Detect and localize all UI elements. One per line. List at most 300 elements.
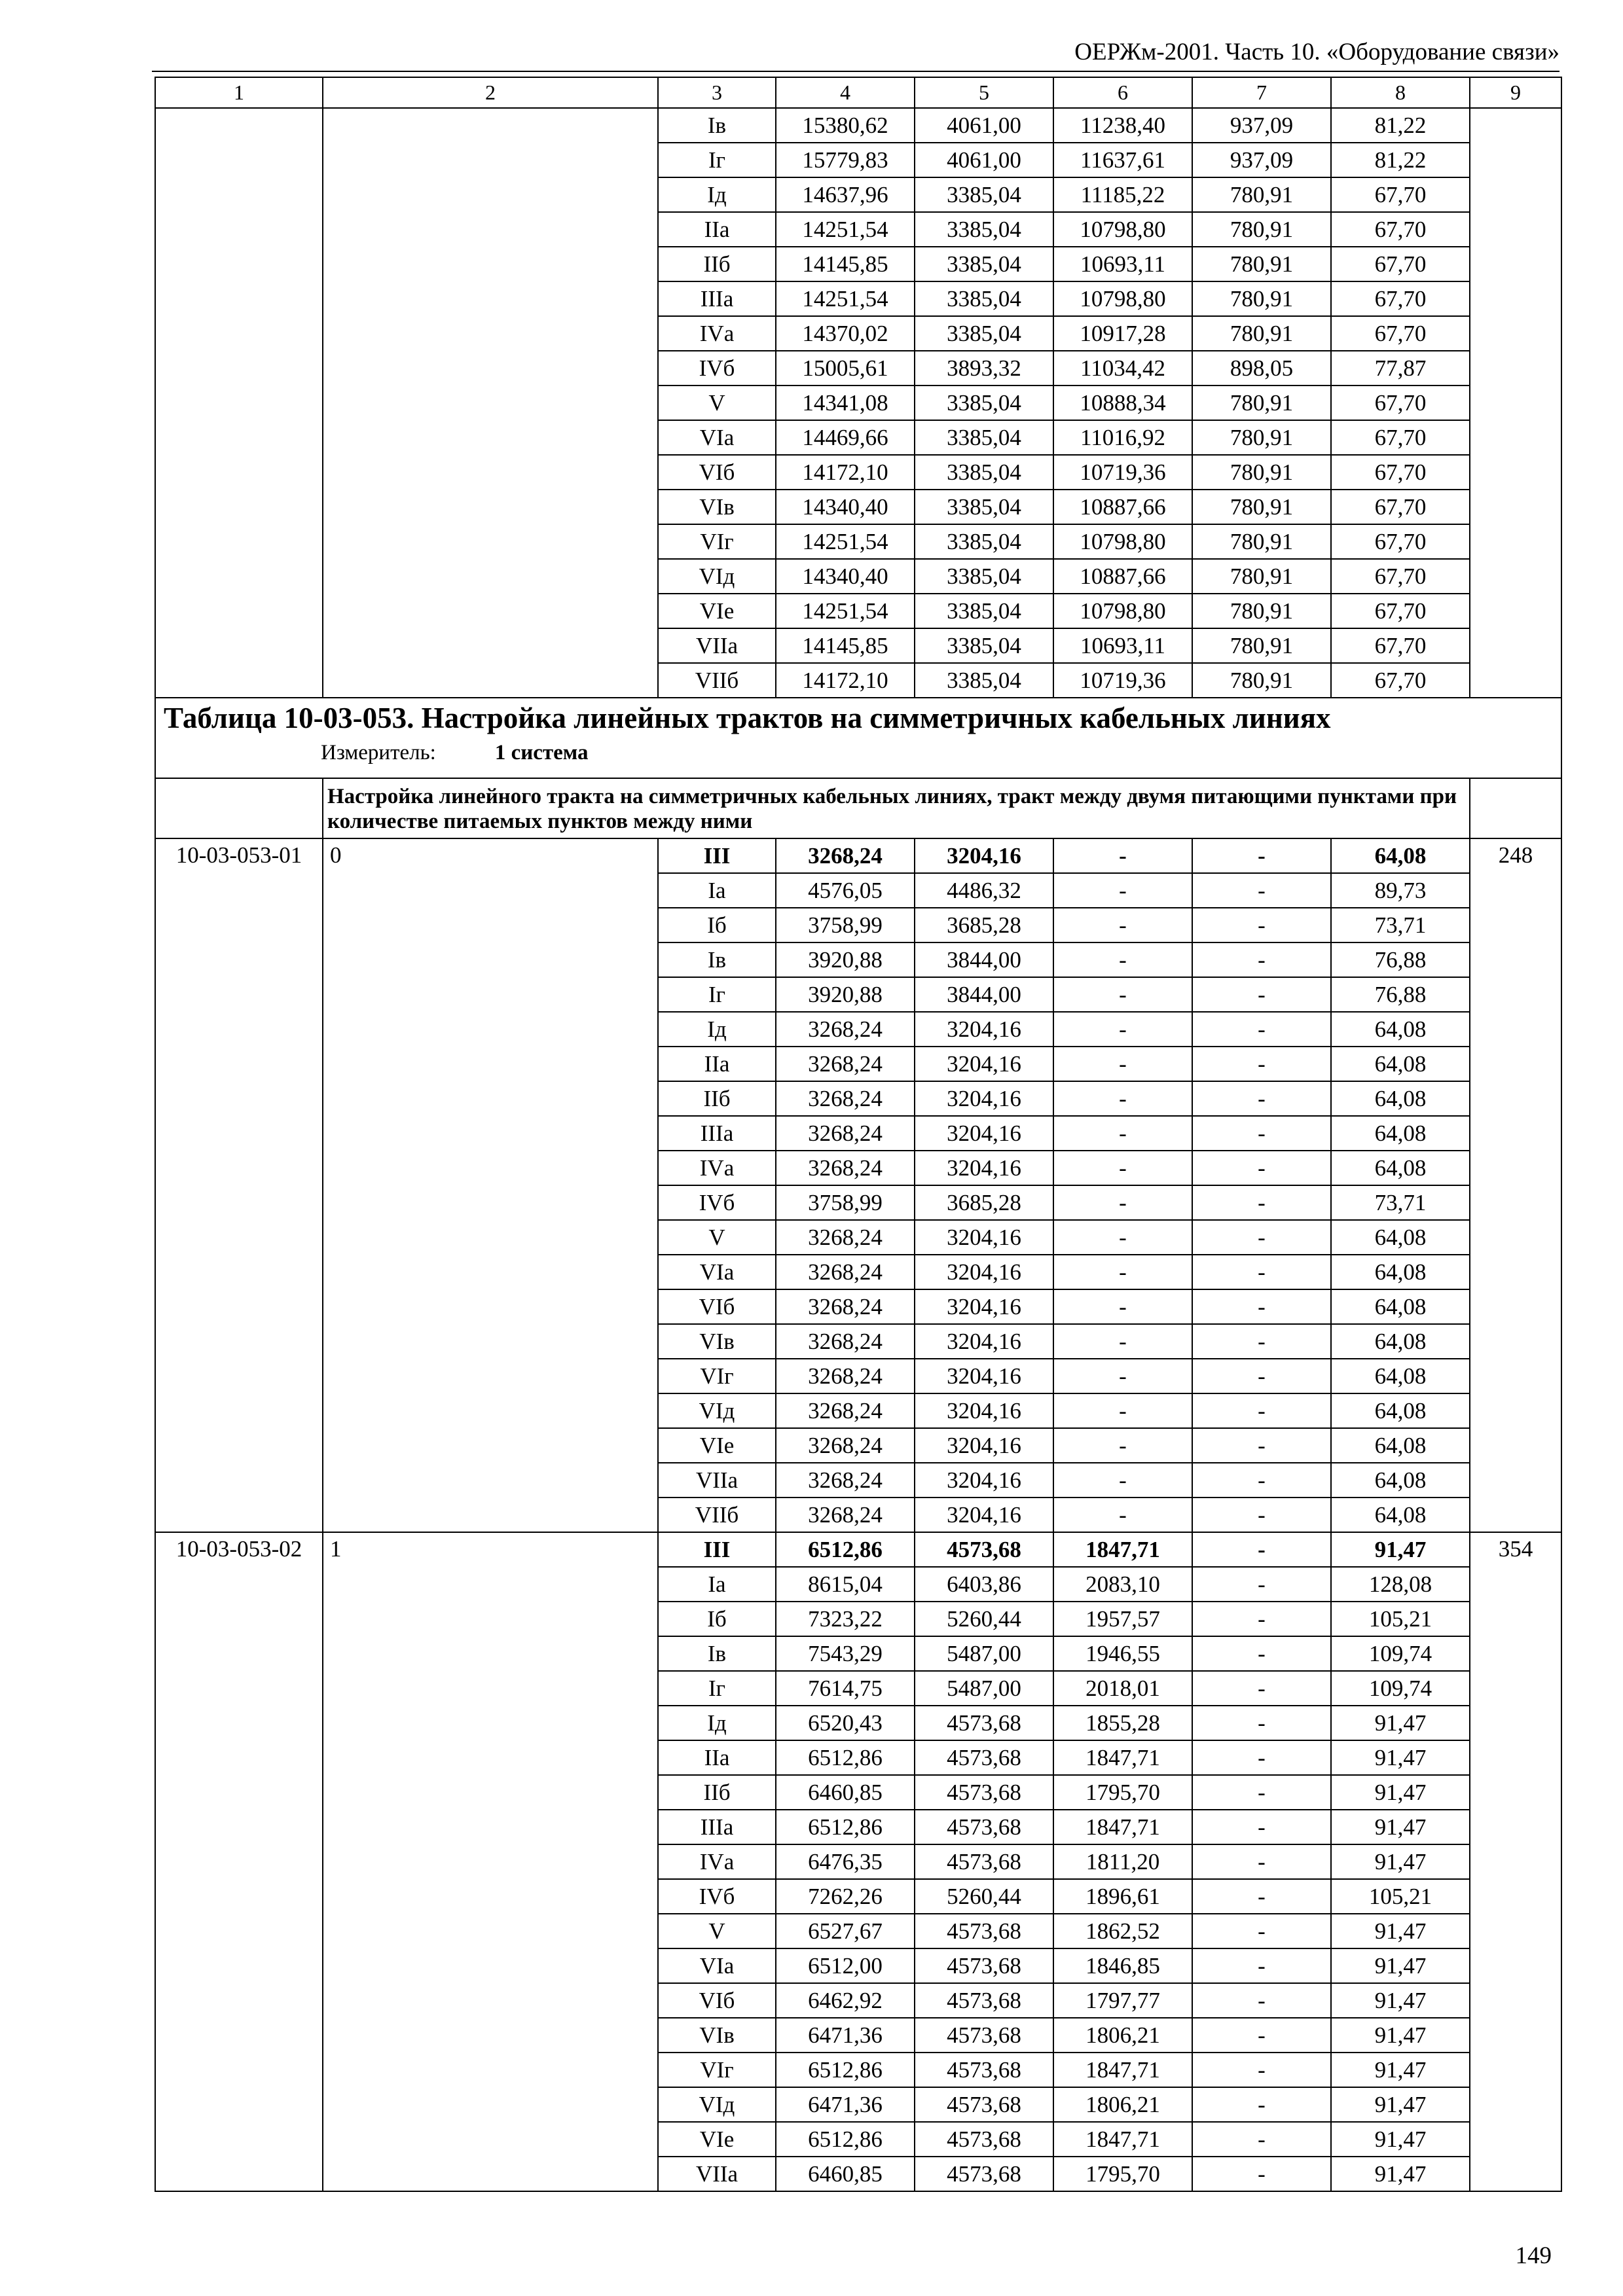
value-cell: 76,88	[1331, 977, 1470, 1012]
value-cell: 14172,10	[776, 455, 915, 490]
value-cell: 10887,66	[1053, 490, 1192, 524]
header-rule	[152, 71, 1559, 72]
value-cell: 14251,54	[776, 212, 915, 247]
value-cell: 3268,24	[776, 838, 915, 873]
subvariant-cell: IVб	[658, 351, 776, 386]
value-cell: 6512,86	[776, 1532, 915, 1567]
subvariant-cell: Iб	[658, 908, 776, 942]
value-cell: 14251,54	[776, 524, 915, 559]
subvariant-cell: Iа	[658, 1567, 776, 1602]
value-cell: 3204,16	[915, 1012, 1053, 1047]
subvariant-cell: VIб	[658, 1289, 776, 1324]
subvariant-cell: IIб	[658, 247, 776, 281]
description-blank	[1470, 778, 1561, 838]
value-cell: 4573,68	[915, 1948, 1053, 1983]
subvariant-cell: VIIа	[658, 2157, 776, 2191]
value-cell: -	[1192, 873, 1331, 908]
value-cell: 10719,36	[1053, 663, 1192, 698]
value-cell: -	[1192, 2157, 1331, 2191]
value-cell: -	[1192, 1047, 1331, 1081]
value-cell: 10798,80	[1053, 594, 1192, 628]
value-cell: -	[1053, 908, 1192, 942]
subvariant-cell: IIа	[658, 1047, 776, 1081]
value-cell: -	[1053, 1428, 1192, 1463]
value-cell: 1862,52	[1053, 1914, 1192, 1948]
value-cell: 2018,01	[1053, 1671, 1192, 1706]
value-cell: 3268,24	[776, 1463, 915, 1498]
description-cell	[323, 778, 1470, 838]
value-cell: 11016,92	[1053, 420, 1192, 455]
subvariant-cell: Iд	[658, 1012, 776, 1047]
value-cell: -	[1192, 1428, 1331, 1463]
subvariant-cell: VIIа	[658, 1463, 776, 1498]
value-cell: 14469,66	[776, 420, 915, 455]
value-cell: 1847,71	[1053, 2053, 1192, 2087]
value-cell: 3385,04	[915, 281, 1053, 316]
value-cell: 81,22	[1331, 108, 1470, 143]
value-cell: 3385,04	[915, 524, 1053, 559]
value-cell: 780,91	[1192, 455, 1331, 490]
value-cell: 3385,04	[915, 420, 1053, 455]
value-cell: 3385,04	[915, 490, 1053, 524]
value-cell: 3268,24	[776, 1324, 915, 1359]
value-cell: 1795,70	[1053, 2157, 1192, 2191]
value-cell: 3204,16	[915, 1463, 1053, 1498]
value-cell: 91,47	[1331, 1948, 1470, 1983]
value-cell: -	[1192, 908, 1331, 942]
value-cell: 64,08	[1331, 1463, 1470, 1498]
column-number-cell: 5	[915, 77, 1053, 108]
column-number-cell: 6	[1053, 77, 1192, 108]
subvariant-cell: VIг	[658, 1359, 776, 1393]
value-cell: 67,70	[1331, 628, 1470, 663]
value-cell: -	[1192, 1289, 1331, 1324]
value-cell: 1846,85	[1053, 1948, 1192, 1983]
extra-cell: 248	[1470, 838, 1561, 1532]
table-row	[155, 1532, 1561, 1567]
value-cell: 91,47	[1331, 1983, 1470, 2018]
value-cell: 3204,16	[915, 1324, 1053, 1359]
value-cell: 5487,00	[915, 1636, 1053, 1671]
value-cell: 73,71	[1331, 1185, 1470, 1220]
subvariant-cell: Iг	[658, 143, 776, 177]
value-cell: 91,47	[1331, 2087, 1470, 2122]
value-cell: 3204,16	[915, 1116, 1053, 1151]
value-cell: -	[1192, 2053, 1331, 2087]
value-cell: 105,21	[1331, 1879, 1470, 1914]
value-cell: -	[1053, 1081, 1192, 1116]
value-cell: -	[1053, 942, 1192, 977]
value-cell: 4573,68	[915, 2053, 1053, 2087]
extra-cell-empty	[1470, 108, 1561, 698]
value-cell: 67,70	[1331, 524, 1470, 559]
subvariant-cell: VIе	[658, 2122, 776, 2157]
extra-cell: 354	[1470, 1532, 1561, 2191]
value-cell: -	[1192, 1532, 1331, 1567]
value-cell: -	[1192, 1359, 1331, 1393]
description-text: Настройка линейного тракта на симметричных кабельных линиях, тракт между двумя питающими пунктами при количестве питаемых пунктов между ними	[327, 785, 1457, 833]
value-cell: 6471,36	[776, 2087, 915, 2122]
subvariant-cell: VIг	[658, 524, 776, 559]
value-cell: 6403,86	[915, 1567, 1053, 1602]
value-cell: 3844,00	[915, 942, 1053, 977]
subvariant-cell: IIб	[658, 1775, 776, 1810]
value-cell: 10719,36	[1053, 455, 1192, 490]
value-cell: 1811,20	[1053, 1844, 1192, 1879]
value-cell: 2083,10	[1053, 1567, 1192, 1602]
value-cell: 780,91	[1192, 212, 1331, 247]
value-cell: 780,91	[1192, 177, 1331, 212]
value-cell: 14340,40	[776, 559, 915, 594]
value-cell: 15380,62	[776, 108, 915, 143]
subvariant-cell: Iб	[658, 1602, 776, 1636]
value-cell: 14637,96	[776, 177, 915, 212]
value-cell: 937,09	[1192, 143, 1331, 177]
value-cell: 91,47	[1331, 1844, 1470, 1879]
value-cell: 4573,68	[915, 1914, 1053, 1948]
value-cell: 64,08	[1331, 1116, 1470, 1151]
column-number-cell: 7	[1192, 77, 1331, 108]
value-cell: 64,08	[1331, 1012, 1470, 1047]
value-cell: -	[1053, 838, 1192, 873]
value-cell: -	[1192, 2087, 1331, 2122]
value-cell: 4573,68	[915, 1810, 1053, 1844]
value-cell: 3268,24	[776, 1220, 915, 1255]
value-cell: 5260,44	[915, 1602, 1053, 1636]
value-cell: 1806,21	[1053, 2018, 1192, 2053]
value-cell: 64,08	[1331, 1289, 1470, 1324]
value-cell: 5260,44	[915, 1879, 1053, 1914]
value-cell: 67,70	[1331, 212, 1470, 247]
value-cell: 3685,28	[915, 1185, 1053, 1220]
value-cell: 780,91	[1192, 281, 1331, 316]
column-number-cell: 9	[1470, 77, 1561, 108]
subvariant-cell: IIIа	[658, 1116, 776, 1151]
value-cell: -	[1053, 1047, 1192, 1081]
value-cell: 3204,16	[915, 1151, 1053, 1185]
column-number-cell: 1	[155, 77, 323, 108]
subvariant-cell: IIа	[658, 212, 776, 247]
value-cell: -	[1192, 2122, 1331, 2157]
value-cell: 3385,04	[915, 212, 1053, 247]
value-cell: 105,21	[1331, 1602, 1470, 1636]
value-cell: 91,47	[1331, 1532, 1470, 1567]
value-cell: 6527,67	[776, 1914, 915, 1948]
page-number: 149	[1515, 2242, 1552, 2269]
value-cell: 10693,11	[1053, 628, 1192, 663]
value-cell: -	[1192, 1844, 1331, 1879]
value-cell: 14370,02	[776, 316, 915, 351]
value-cell: 3385,04	[915, 559, 1053, 594]
value-cell: -	[1053, 1463, 1192, 1498]
value-cell: 4486,32	[915, 873, 1053, 908]
value-cell: -	[1192, 1636, 1331, 1671]
subvariant-cell: IVа	[658, 1151, 776, 1185]
value-cell: 3268,24	[776, 1498, 915, 1532]
value-cell: 67,70	[1331, 663, 1470, 698]
value-cell: 7323,22	[776, 1602, 915, 1636]
value-cell: 3268,24	[776, 1151, 915, 1185]
value-cell: 3268,24	[776, 1047, 915, 1081]
value-cell: 3268,24	[776, 1393, 915, 1428]
value-cell: 14145,85	[776, 247, 915, 281]
value-cell: -	[1053, 1220, 1192, 1255]
value-cell: 1847,71	[1053, 1532, 1192, 1567]
value-cell: -	[1192, 1393, 1331, 1428]
subvariant-cell: V	[658, 1914, 776, 1948]
value-cell: 67,70	[1331, 281, 1470, 316]
subvariant-cell: VIд	[658, 1393, 776, 1428]
value-cell: -	[1053, 1498, 1192, 1532]
value-cell: 780,91	[1192, 628, 1331, 663]
value-cell: 14251,54	[776, 281, 915, 316]
value-cell: 64,08	[1331, 1359, 1470, 1393]
value-cell: 3204,16	[915, 1220, 1053, 1255]
value-cell: -	[1192, 1116, 1331, 1151]
value-cell: 91,47	[1331, 1810, 1470, 1844]
value-cell: -	[1192, 1220, 1331, 1255]
value-cell: -	[1192, 1810, 1331, 1844]
value-cell: 67,70	[1331, 386, 1470, 420]
subvariant-cell: IIб	[658, 1081, 776, 1116]
value-cell: 6520,43	[776, 1706, 915, 1740]
value-cell: 6460,85	[776, 2157, 915, 2191]
value-cell: 15779,83	[776, 143, 915, 177]
column-number-cell: 8	[1331, 77, 1470, 108]
subvariant-cell: IVа	[658, 316, 776, 351]
value-cell: 1795,70	[1053, 1775, 1192, 1810]
value-cell: 780,91	[1192, 247, 1331, 281]
table-title: Таблица 10-03-053. Настройка линейных трактов на симметричных кабельных линиях	[164, 702, 1331, 734]
value-cell: -	[1192, 1498, 1331, 1532]
value-cell: 3204,16	[915, 1289, 1053, 1324]
value-cell: 64,08	[1331, 1220, 1470, 1255]
value-cell: 109,74	[1331, 1636, 1470, 1671]
value-cell: 1847,71	[1053, 2122, 1192, 2157]
value-cell: -	[1192, 1602, 1331, 1636]
value-cell: 4573,68	[915, 1844, 1053, 1879]
subvariant-cell: IIа	[658, 1740, 776, 1775]
subvariant-cell: IIIа	[658, 1810, 776, 1844]
value-cell: 64,08	[1331, 838, 1470, 873]
subvariant-cell: III	[658, 1532, 776, 1567]
value-cell: 6512,86	[776, 2053, 915, 2087]
value-cell: 1896,61	[1053, 1879, 1192, 1914]
column-number-cell: 4	[776, 77, 915, 108]
value-cell: 7614,75	[776, 1671, 915, 1706]
value-cell: 3920,88	[776, 942, 915, 977]
value-cell: 1946,55	[1053, 1636, 1192, 1671]
value-cell: 91,47	[1331, 2018, 1470, 2053]
qty-cell: 1	[323, 1532, 658, 2191]
value-cell: 6471,36	[776, 2018, 915, 2053]
value-cell: 3204,16	[915, 1081, 1053, 1116]
value-cell: -	[1192, 1151, 1331, 1185]
value-cell: 64,08	[1331, 1081, 1470, 1116]
value-cell: 3204,16	[915, 1498, 1053, 1532]
value-cell: 67,70	[1331, 247, 1470, 281]
subvariant-cell: VIа	[658, 420, 776, 455]
subvariant-cell: VIг	[658, 2053, 776, 2087]
value-cell: 3268,24	[776, 1116, 915, 1151]
value-cell: 1957,57	[1053, 1602, 1192, 1636]
value-cell: -	[1192, 977, 1331, 1012]
value-cell: 898,05	[1192, 351, 1331, 386]
value-cell: -	[1192, 1879, 1331, 1914]
subvariant-cell: Iд	[658, 177, 776, 212]
value-cell: 7543,29	[776, 1636, 915, 1671]
value-cell: 3385,04	[915, 247, 1053, 281]
value-cell: 780,91	[1192, 524, 1331, 559]
value-cell: -	[1192, 1671, 1331, 1706]
norms-table	[155, 77, 1562, 2192]
subvariant-cell: VIв	[658, 490, 776, 524]
value-cell: -	[1053, 1151, 1192, 1185]
value-cell: 6512,86	[776, 1740, 915, 1775]
value-cell: -	[1053, 1255, 1192, 1289]
value-cell: -	[1192, 1983, 1331, 2018]
value-cell: 91,47	[1331, 2157, 1470, 2191]
column-number-row	[155, 77, 1561, 108]
value-cell: 64,08	[1331, 1428, 1470, 1463]
value-cell: 3204,16	[915, 838, 1053, 873]
value-cell: 3268,24	[776, 1289, 915, 1324]
subvariant-cell: IVа	[658, 1844, 776, 1879]
value-cell: 91,47	[1331, 2053, 1470, 2087]
value-cell: -	[1192, 838, 1331, 873]
value-cell: 11185,22	[1053, 177, 1192, 212]
value-cell: 91,47	[1331, 1740, 1470, 1775]
value-cell: -	[1192, 1706, 1331, 1740]
value-cell: 4573,68	[915, 2087, 1053, 2122]
value-cell: -	[1192, 1775, 1331, 1810]
value-cell: 10887,66	[1053, 559, 1192, 594]
value-cell: -	[1192, 1914, 1331, 1948]
qty-cell-empty	[323, 108, 658, 698]
value-cell: 4061,00	[915, 108, 1053, 143]
value-cell: 780,91	[1192, 420, 1331, 455]
value-cell: 1855,28	[1053, 1706, 1192, 1740]
value-cell: 10917,28	[1053, 316, 1192, 351]
description-blank	[155, 778, 323, 838]
value-cell: 64,08	[1331, 1255, 1470, 1289]
value-cell: 937,09	[1192, 108, 1331, 143]
value-cell: 73,71	[1331, 908, 1470, 942]
value-cell: 1806,21	[1053, 2087, 1192, 2122]
value-cell: 3385,04	[915, 316, 1053, 351]
meter-label: Измеритель:	[321, 741, 436, 764]
value-cell: 14340,40	[776, 490, 915, 524]
value-cell: 81,22	[1331, 143, 1470, 177]
value-cell: 780,91	[1192, 386, 1331, 420]
value-cell: 3893,32	[915, 351, 1053, 386]
value-cell: 4573,68	[915, 1706, 1053, 1740]
value-cell: 1847,71	[1053, 1810, 1192, 1844]
value-cell: 4573,68	[915, 2122, 1053, 2157]
value-cell: -	[1192, 1324, 1331, 1359]
value-cell: 4573,68	[915, 2018, 1053, 2053]
subvariant-cell: VIе	[658, 1428, 776, 1463]
value-cell: 3758,99	[776, 908, 915, 942]
value-cell: 3385,04	[915, 628, 1053, 663]
value-cell: 128,08	[1331, 1567, 1470, 1602]
subvariant-cell: Iд	[658, 1706, 776, 1740]
value-cell: -	[1192, 942, 1331, 977]
value-cell: 77,87	[1331, 351, 1470, 386]
running-header: ОЕРЖм-2001. Часть 10. «Оборудование связи»	[1074, 39, 1559, 65]
value-cell: 14341,08	[776, 386, 915, 420]
value-cell: 780,91	[1192, 663, 1331, 698]
value-cell: 4061,00	[915, 143, 1053, 177]
value-cell: -	[1192, 1740, 1331, 1775]
value-cell: -	[1192, 1948, 1331, 1983]
value-cell: 6512,86	[776, 2122, 915, 2157]
subvariant-cell: VIв	[658, 1324, 776, 1359]
description-row	[155, 778, 1561, 838]
value-cell: 6512,00	[776, 1948, 915, 1983]
value-cell: 3268,24	[776, 1081, 915, 1116]
code-cell-empty	[155, 108, 323, 698]
subvariant-cell: V	[658, 1220, 776, 1255]
subvariant-cell: VIIа	[658, 628, 776, 663]
subvariant-cell: VIв	[658, 2018, 776, 2053]
value-cell: 67,70	[1331, 559, 1470, 594]
value-cell: 4573,68	[915, 2157, 1053, 2191]
value-cell: 780,91	[1192, 559, 1331, 594]
value-cell: 3268,24	[776, 1428, 915, 1463]
table-row	[155, 108, 1561, 143]
value-cell: 780,91	[1192, 490, 1331, 524]
value-cell: 64,08	[1331, 1393, 1470, 1428]
value-cell: -	[1192, 1255, 1331, 1289]
subvariant-cell: Iа	[658, 873, 776, 908]
value-cell: -	[1053, 1012, 1192, 1047]
value-cell: 67,70	[1331, 594, 1470, 628]
code-cell: 10-03-053-01	[155, 838, 323, 1532]
value-cell: 780,91	[1192, 316, 1331, 351]
value-cell: 15005,61	[776, 351, 915, 386]
value-cell: 3385,04	[915, 455, 1053, 490]
value-cell: 3385,04	[915, 386, 1053, 420]
subvariant-cell: VIд	[658, 2087, 776, 2122]
subvariant-cell: III	[658, 838, 776, 873]
value-cell: 3268,24	[776, 1359, 915, 1393]
value-cell: 64,08	[1331, 1498, 1470, 1532]
subvariant-cell: VIб	[658, 455, 776, 490]
value-cell: 10693,11	[1053, 247, 1192, 281]
value-cell: 11238,40	[1053, 108, 1192, 143]
value-cell: -	[1192, 1185, 1331, 1220]
value-cell: 6460,85	[776, 1775, 915, 1810]
value-cell: -	[1053, 1116, 1192, 1151]
table-title-cell	[155, 698, 1561, 778]
value-cell: 67,70	[1331, 316, 1470, 351]
value-cell: 3385,04	[915, 177, 1053, 212]
subvariant-cell: Iг	[658, 1671, 776, 1706]
value-cell: 10888,34	[1053, 386, 1192, 420]
value-cell: 11637,61	[1053, 143, 1192, 177]
value-cell: -	[1192, 1463, 1331, 1498]
subvariant-cell: VIб	[658, 1983, 776, 2018]
subvariant-cell: VIа	[658, 1948, 776, 1983]
table-title-row	[155, 698, 1561, 778]
value-cell: 5487,00	[915, 1671, 1053, 1706]
column-number-cell: 3	[658, 77, 776, 108]
value-cell: 14251,54	[776, 594, 915, 628]
value-cell: 1797,77	[1053, 1983, 1192, 2018]
value-cell: 91,47	[1331, 1775, 1470, 1810]
value-cell: -	[1053, 1359, 1192, 1393]
